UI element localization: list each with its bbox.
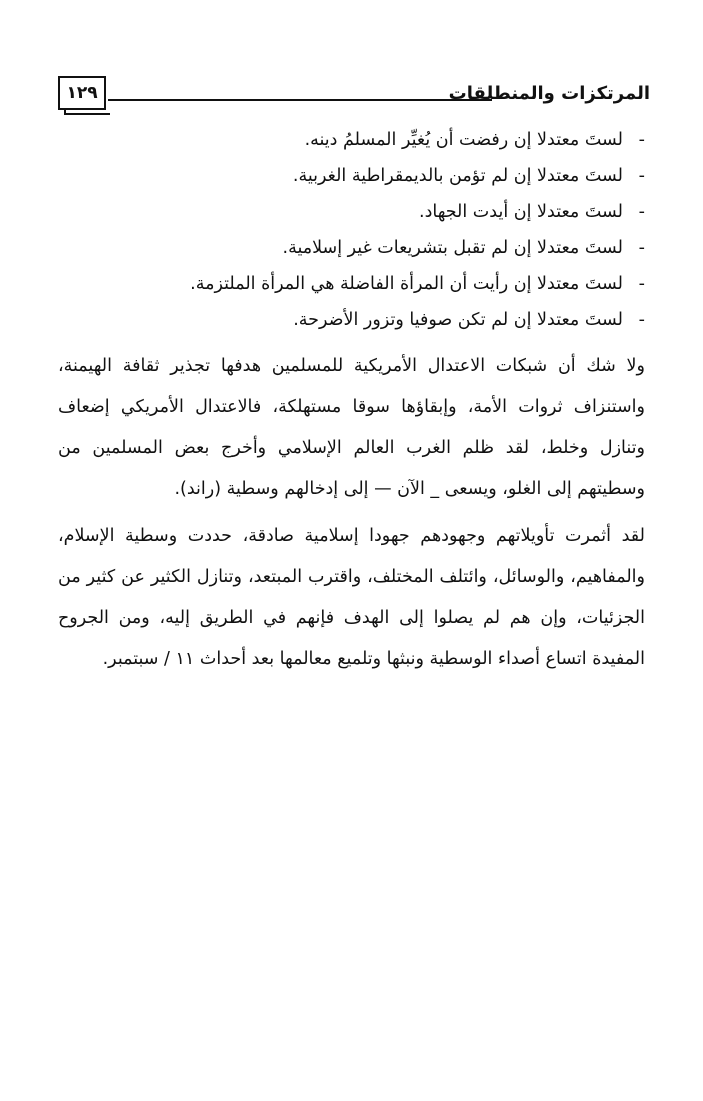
- page-body: [58, 122, 645, 680]
- list-item: [58, 302, 645, 338]
- paragraph-moderation-networks: ولا شك أن شبكات الاعتدال الأمريكية للمسلمين هدفها تجذير ثقافة الهيمنة، واستنزاف ثروات الأمة، وإبقاؤها سوقا مستهلكة، فالاعتدال الأمريكي إضعاف وتنازل وخلط، لقد ظلم الغرب العالم الإسلامي وأخرج بعض المسلمين من وسطيتهم إلى الغلو، ويسعى _ الآن — إلى إدخالهم وسطية (راند).: [58, 356, 645, 499]
- dash-marker: -: [638, 130, 645, 150]
- running-title: المرتكزات والمنطلقات: [448, 83, 650, 104]
- dash-marker: -: [638, 274, 645, 294]
- page-header: [58, 76, 650, 114]
- dash-marker: -: [638, 238, 645, 258]
- list-item: [58, 158, 645, 194]
- list-item-text: لستَ معتدلا إن أيدت الجهاد.: [419, 202, 623, 222]
- list-item-text: لستَ معتدلا إن رأيت أن المرأة الفاضلة هي المرأة الملتزمة.: [190, 274, 623, 294]
- list-item: [58, 266, 645, 302]
- dash-marker: -: [638, 310, 645, 330]
- list-item-text: لستَ معتدلا إن لم تكن صوفيا وتزور الأضرحة.: [293, 310, 623, 330]
- list-item-text: لستَ معتدلا إن لم تؤمن بالديمقراطية الغربية.: [292, 166, 623, 186]
- list-item: [58, 230, 645, 266]
- dash-marker: -: [638, 202, 645, 222]
- page-number-text: ١٢٩: [66, 83, 98, 103]
- header-rule: [108, 99, 492, 101]
- paragraph-islamic-efforts: لقد أثمرت تأويلاتهم وجهودهم جهودا إسلامية صادقة، حددت وسطية الإسلام، والمفاهيم، والوسائل، وائتلف المختلف، واقترب المبتعد، وتنازل الكثير عن كثير من الجزئيات، وإن هم لم يصلوا إلى الهدف فإنهم في الطريق إليه، ومن الجروح المفيدة اتساع أصداء الوسطية ونبثها وتلميع معالمها بعد أحداث ١١ / سبتمبر.: [58, 526, 645, 669]
- list-item-text: لستَ معتدلا إن لم تقبل بتشريعات غير إسلامية.: [282, 238, 623, 258]
- list-item-text: لستَ معتدلا إن رفضت أن يُغيِّر المسلمُ دينه.: [304, 130, 623, 150]
- page-number: [58, 76, 106, 110]
- dash-marker: -: [638, 166, 645, 186]
- condition-list: [58, 122, 645, 338]
- list-item: [58, 194, 645, 230]
- list-item: [58, 122, 645, 158]
